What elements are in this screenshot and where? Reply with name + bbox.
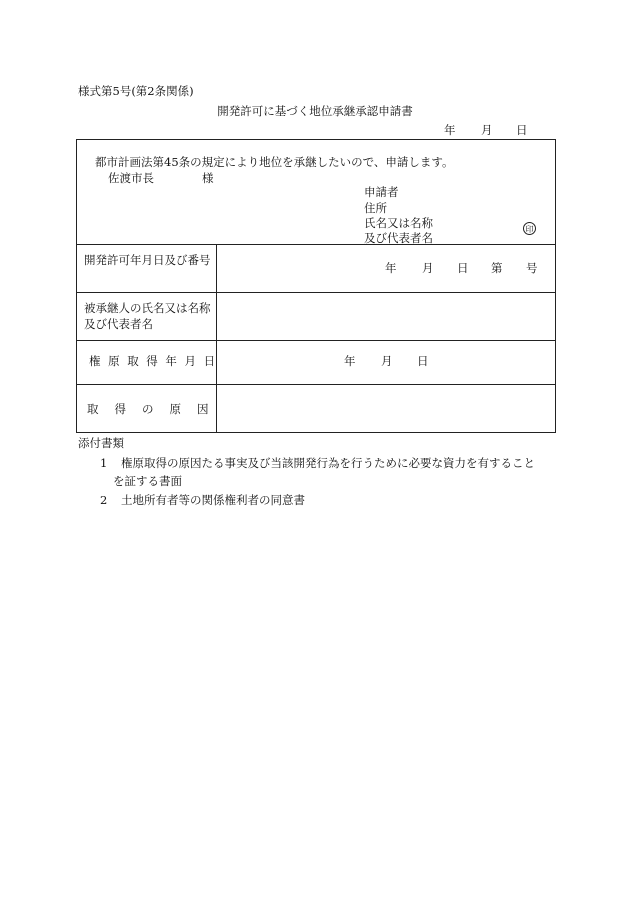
table-divider [77, 384, 555, 385]
attachment-item-1 [100, 458, 535, 470]
permit-month-label: 月 [422, 261, 434, 275]
permit-date-number-label: 開発許可年月日及び番号 [84, 253, 211, 267]
permit-dai-label: 第 [491, 261, 503, 275]
acquisition-date-label: 権原取得年月日 [89, 354, 223, 368]
permit-year-label: 年 [385, 261, 397, 275]
application-statement: 都市計画法第45条の規定により地位を承継したいので、申請します。 [95, 155, 454, 169]
form-number-label: 様式第5号(第2条関係) [78, 84, 194, 98]
attachment-item-1-continuation: を証する書面 [113, 474, 182, 488]
table-divider [77, 244, 555, 245]
addressee-honorific: 様 [202, 171, 214, 185]
permit-day-label: 日 [457, 261, 469, 275]
applicant-name-label: 氏名又は名称 [364, 216, 433, 230]
acquisition-month-label: 月 [381, 354, 393, 368]
permit-number-suffix-label: 号 [526, 261, 538, 275]
attachment-text: 土地所有者等の関係権利者の同意書 [120, 493, 305, 507]
document-title: 開発許可に基づく地位承継承認申請書 [217, 104, 413, 118]
date-day-label: 日 [516, 123, 528, 137]
application-form-table [76, 139, 556, 433]
acquisition-year-label: 年 [344, 354, 356, 368]
acquisition-reason-label: 取得の原因 [87, 402, 225, 416]
applicant-heading: 申請者 [364, 185, 399, 199]
addressee-name: 佐渡市長 [108, 171, 154, 185]
attachment-number: 1 [100, 456, 108, 470]
attachments-heading: 添付書類 [78, 436, 124, 450]
attachment-item-2 [100, 495, 305, 507]
predecessor-name-label: 被承継人の氏名又は名称及び代表者名 [84, 301, 211, 331]
date-year-label: 年 [444, 123, 456, 137]
applicant-address-label: 住所 [364, 201, 387, 215]
attachment-text: 権原取得の原因たる事実及び当該開発行為を行うために必要な資力を有すること [120, 456, 535, 470]
table-divider [77, 292, 555, 293]
applicant-representative-label: 及び代表者名 [364, 231, 433, 245]
date-month-label: 月 [481, 123, 493, 137]
acquisition-day-label: 日 [417, 354, 429, 368]
table-divider [77, 340, 555, 341]
attachment-number: 2 [100, 493, 108, 507]
seal-mark-icon: 印 [523, 222, 536, 235]
